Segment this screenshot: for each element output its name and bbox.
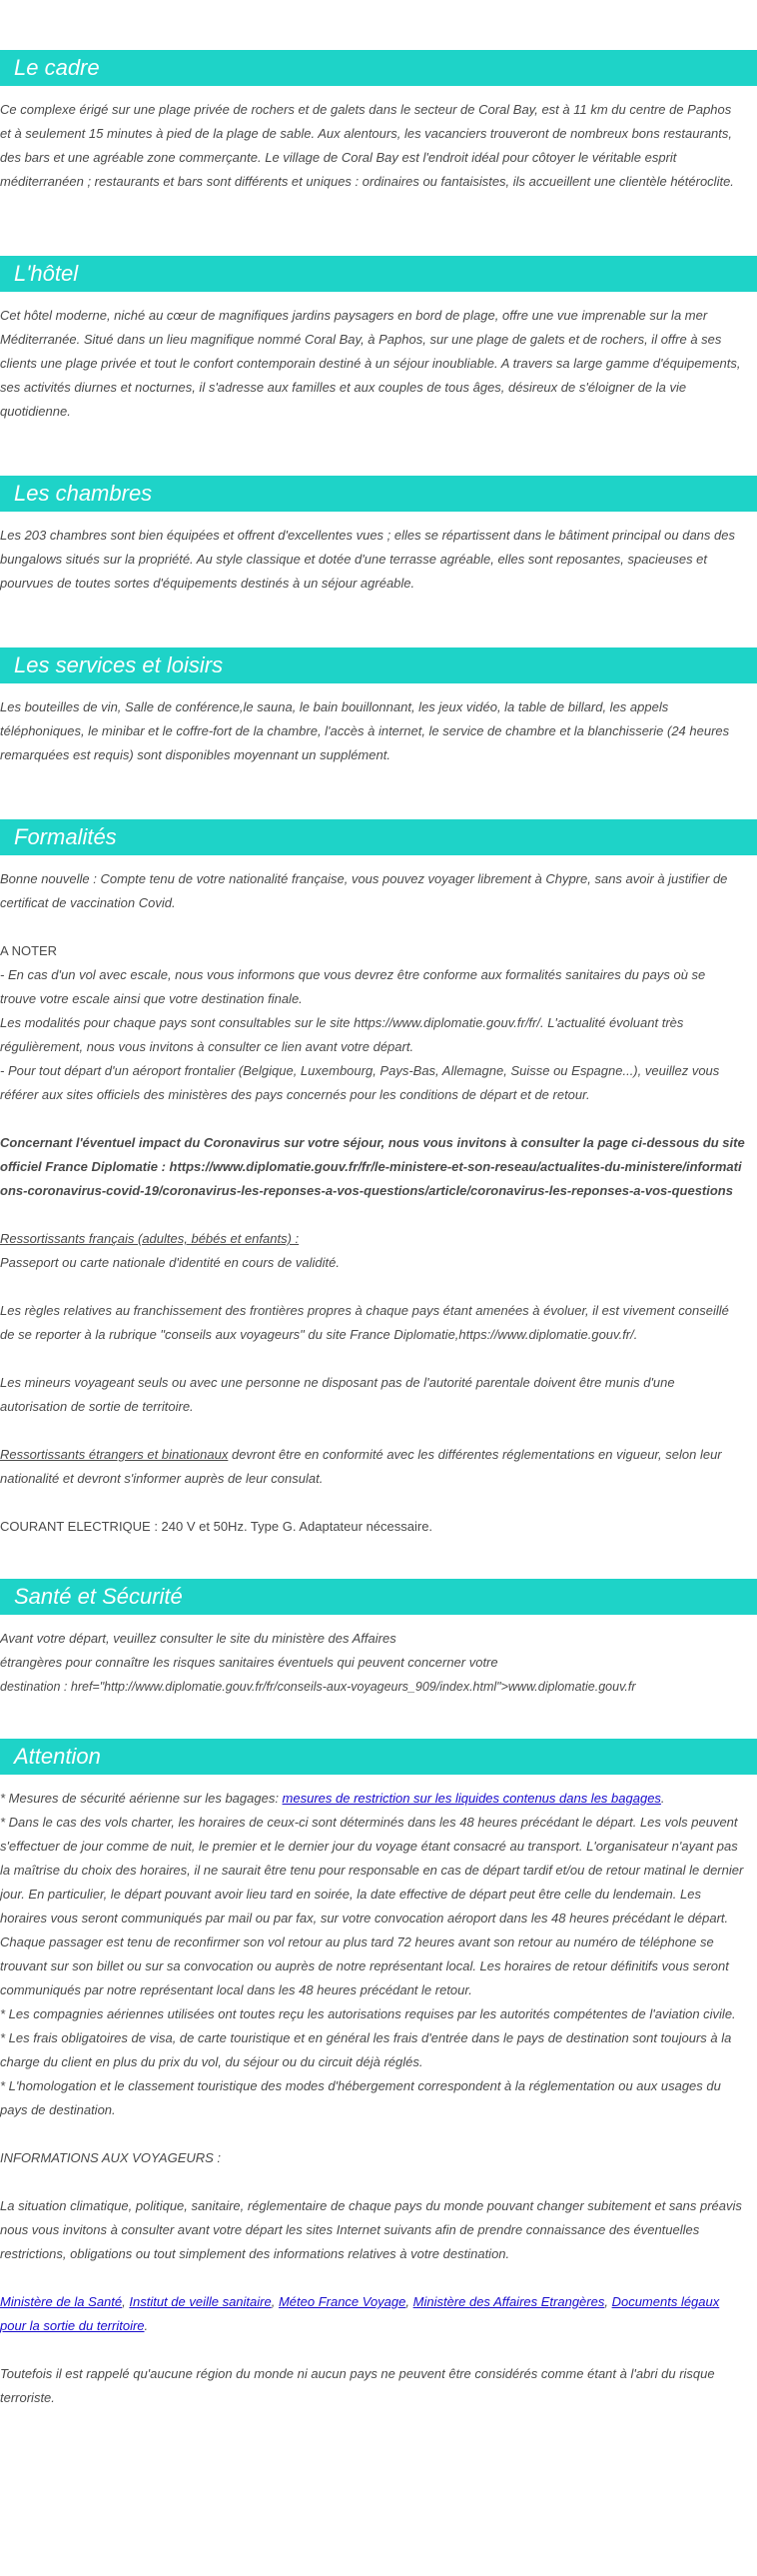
- mineurs-text: Les mineurs voyageant seuls ou avec une personne ne disposant pas de l'autorité parentale doivent être munis d'une autorisation de sortie de territoire.: [0, 1375, 675, 1414]
- section-hotel: [0, 256, 757, 424]
- section-title-cadre: Le cadre: [0, 50, 757, 86]
- sante-line-3: destination : href="http://www.diplomatie.gouv.fr/fr/conseils-aux-voyageurs_909/index.html">www.diplomatie.gouv.fr: [0, 1680, 636, 1694]
- section-title-services: Les services et loisirs: [0, 647, 757, 683]
- attention-vols-charter: * Dans le cas des vols charter, les horaires de ceux-ci sont déterminés dans les 48 heures précédant le départ. Les vols peuvent s'effectuer de jour comme de nuit, le premier et le dernier jour du voyage étant consacré au transport. L'organisateur n'ayant pas la maîtrise du choix des horaires, il ne saurait être tenu pour responsable en cas de départ tardif et/ou de retour matinal le dernier jour. En particulier, le départ pouvant avoir lieu tard en soirée, la date effective de départ peut être celle du lendemain. Les horaires vous seront communiqués par mail ou par fax, sur votre convocation aéroport dans les 48 heures précédant le départ. Chaque passager est tenu de reconfirmer son vol retour au plus tard 72 heures avant son retour au numéro de téléphone se trouvant sur son billet ou sur sa convocation ou auprès de notre représentant local. Les horaires de retour définitifs vous seront communiqués par notre représentant local dans les 48 heures précédant le retour.: [0, 1815, 744, 1997]
- ressortissants-francais-text: Passeport ou carte nationale d'identité en cours de validité.: [0, 1255, 340, 1270]
- ressortissants-etrangers: [0, 1443, 757, 1491]
- section-chambres: [0, 476, 757, 596]
- attention-frais: * Les frais obligatoires de visa, de carte touristique et en général les frais d'entrée dans le pays de destination sont toujours à la charge du client en plus du prix du vol, du séjour ou du circuit déjà réglés.: [0, 2030, 732, 2069]
- bagages-prefix: * Mesures de sécurité aérienne sur les bagages:: [0, 1791, 283, 1806]
- link-documents-legaux[interactable]: Documents légaux pour la sortie du territoire: [0, 2294, 720, 2333]
- attention-homologation: * L'homologation et le classement touristique des modes d'hébergement correspondent à la réglementation ou aux usages du pays de destination.: [0, 2078, 721, 2117]
- risque-terroriste: Toutefois il est rappelé qu'aucune région du monde ni aucun pays ne peuvent être considérés comme étant à l'abri du risque terroriste.: [0, 2366, 715, 2405]
- courant-electrique: COURANT ELECTRIQUE : 240 V et 50Hz. Type G. Adaptateur nécessaire.: [0, 1519, 433, 1534]
- info-voyageurs-title: INFORMATIONS AUX VOYAGEURS :: [0, 2150, 222, 2165]
- link-separator: ,: [122, 2294, 130, 2309]
- attention-bagages: [0, 1787, 757, 1811]
- ressortissants-francais-title: Ressortissants français (adultes, bébés et enfants) :: [0, 1231, 300, 1246]
- section-title-hotel: L'hôtel: [0, 256, 757, 292]
- covid-notice: Concernant l'éventuel impact du Coronavirus sur votre séjour, nous vous invitons à consulter la page ci-dessous du site officiel France Diplomatie : https://www.diplomatie.gouv.fr/fr/le-ministere-et-son-reseau/actualites-du-ministere/informations-coronavirus-covid-19/coronavirus-les-reponses-a-vos-questions/article/coronavirus-les-reponses-a-vos-questions: [0, 1135, 745, 1198]
- section-title-formalites: Formalités: [0, 819, 757, 855]
- section-cadre: [0, 50, 757, 194]
- link-ministere-sante[interactable]: Ministère de la Santé: [0, 2294, 123, 2309]
- link-separator: ,: [405, 2294, 413, 2309]
- chambres-text: Les 203 chambres sont bien équipées et offrent d'excellentes vues ; elles se répartissent dans le bâtiment principal ou dans des bungalows situés sur la propriété. Au style classique et dotée d'une terrasse agréable, elles sont reposantes, spacieuses et pourvues de toutes sortes d'équipements destinés à un séjour agréable.: [0, 528, 735, 591]
- section-title-sante: Santé et Sécurité: [0, 1579, 757, 1615]
- bagages-suffix: .: [660, 1791, 665, 1806]
- link-meteo-france[interactable]: Méteo France Voyage: [278, 2294, 406, 2309]
- hotel-text: Cet hôtel moderne, niché au cœur de magnifiques jardins paysagers en bord de plage, offre une vue imprenable sur la mer Méditerranée. Situé dans un lieu magnifique nommé Coral Bay, à Paphos, sur une plage de galets et de rochers, il offre à ses clients une plage privée et tout le confort contemporain destiné à un séjour inoubliable. A travers sa large gamme d'équipements, ses activités diurnes et nocturnes, il s'adresse aux familles et aux couples de tous âges, désireux de s'éloigner de la vie quotidienne.: [0, 308, 741, 419]
- formalites-intro: Bonne nouvelle : Compte tenu de votre nationalité française, vous pouvez voyager librement à Chypre, sans avoir à justifier de certificat de vaccination Covid.: [0, 871, 728, 910]
- attention-compagnies: * Les compagnies aériennes utilisées ont toutes reçu les autorisations requises par les autorités compétentes de l'aviation civile.: [0, 2006, 736, 2021]
- section-services: [0, 647, 757, 767]
- noter-escale: - En cas d'un vol avec escale, nous vous informons que vous devrez être conforme aux formalités sanitaires du pays où se trouve votre escale ainsi que votre destination finale.: [0, 967, 706, 1006]
- noter-title: A NOTER: [0, 943, 58, 958]
- ressortissants-etrangers-title: Ressortissants étrangers et binationaux: [0, 1447, 229, 1462]
- section-title-chambres: Les chambres: [0, 476, 757, 512]
- sante-line-2: étrangères pour connaître les risques sanitaires éventuels qui peuvent concerner votre: [0, 1655, 498, 1670]
- sante-line-1: Avant votre départ, veuillez consulter le site du ministère des Affaires: [0, 1631, 396, 1646]
- cadre-text: Ce complexe érigé sur une plage privée de rochers et de galets dans le secteur de Coral Bay, est à 11 km du centre de Paphos et à seulement 15 minutes à pied de la plage de sable. Aux alentours, les vacanciers trouveront de nombreux bons restaurants, des bars et une agréable zone commerçante. Le village de Coral Bay est l'endroit idéal pour côtoyer le véritable esprit méditerranéen ; restaurants et bars sont différents et uniques : ordinaires ou fantaisistes, ils accueillent une clientèle hétéroclite.: [0, 102, 734, 189]
- section-sante: [0, 1579, 757, 1699]
- link-veille-sanitaire[interactable]: Institut de veille sanitaire: [129, 2294, 272, 2309]
- link-separator: ,: [271, 2294, 279, 2309]
- section-formalites: [0, 819, 757, 1539]
- section-title-attention: Attention: [0, 1739, 757, 1775]
- links-end: .: [144, 2318, 149, 2333]
- noter-modalites: Les modalités pour chaque pays sont consultables sur le site https://www.diplomatie.gouv.fr/fr/. L'actualité évoluant très régulièrement, nous vous invitons à consulter ce lien avant votre départ.: [0, 1015, 684, 1054]
- info-voyageurs-text: La situation climatique, politique, sanitaire, réglementaire de chaque pays du monde pouvant changer subitement et sans préavis nous vous invitons à consulter avant votre départ les sites Internet suivants afin de prendre connaissance des éventuelles restrictions, obligations ou tout simplement des informations relatives à votre destination.: [0, 2198, 742, 2261]
- ressortissants-etrangers-text: devront être en conformité avec les différentes réglementations en vigueur, selon leur nationalité et devront s'informer auprès de leur consulat.: [0, 1447, 722, 1486]
- info-links: [0, 2290, 757, 2338]
- services-text: Les bouteilles de vin, Salle de conférence,le sauna, le bain bouillonnant, les jeux vidéo, la table de billard, les appels téléphoniques, le minibar et le coffre-fort de la chambre, l'accès à internet, le service de chambre et la blanchisserie (24 heures remarquées est requis) sont disponibles moyennant un supplément.: [0, 699, 730, 762]
- regles-frontieres: Les règles relatives au franchissement des frontières propres à chaque pays étant amenées à évoluer, il est vivement conseillé de se reporter à la rubrique "conseils aux voyageurs" du site France Diplomatie,https://www.diplomatie.gouv.fr/.: [0, 1303, 729, 1342]
- link-affaires-etrangeres[interactable]: Ministère des Affaires Etrangères: [412, 2294, 605, 2309]
- noter-frontalier: - Pour tout départ d'un aéroport frontalier (Belgique, Luxembourg, Pays-Bas, Allemagne, Suisse ou Espagne...), veuillez vous référer aux sites officiels des ministères des pays concernés pour les conditions de départ et de retour.: [0, 1063, 720, 1102]
- link-separator: ,: [604, 2294, 612, 2309]
- liquides-restriction-link[interactable]: mesures de restriction sur les liquides contenus dans les bagages: [282, 1791, 661, 1806]
- section-attention: [0, 1739, 757, 2410]
